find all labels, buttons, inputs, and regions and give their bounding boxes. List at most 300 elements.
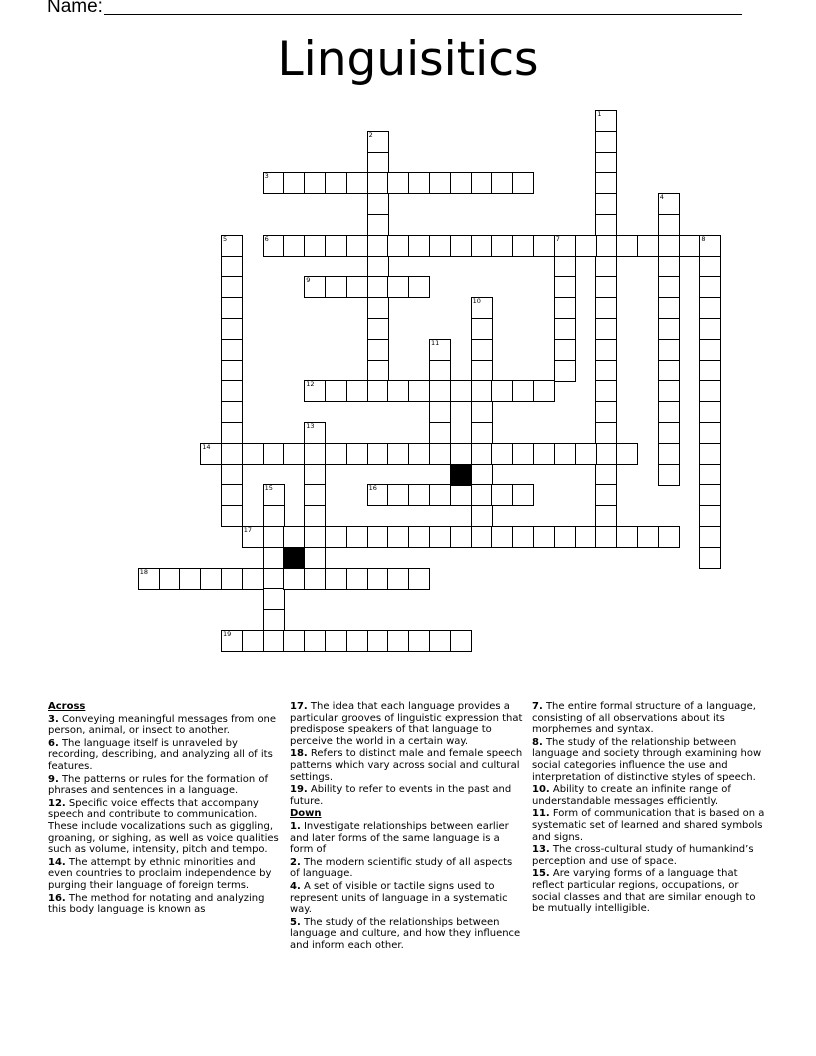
- grid-cell[interactable]: [554, 276, 576, 298]
- grid-cell[interactable]: [450, 380, 472, 402]
- clue-number-label: 1.: [290, 820, 301, 832]
- clue: [48, 857, 283, 892]
- grid-cell[interactable]: [283, 630, 305, 652]
- clue-text: The idea that each language provides a particular grooves of linguistic expression that predispose speakers of that language to perceive the world in a certain way.: [290, 701, 523, 747]
- grid-cell[interactable]: [304, 484, 326, 506]
- grid-cell[interactable]: [367, 297, 389, 319]
- clue-number-label: 17.: [290, 701, 308, 712]
- grid-cell[interactable]: [367, 214, 389, 236]
- grid-cell[interactable]: [699, 235, 721, 257]
- grid-cell[interactable]: [429, 484, 451, 506]
- grid-cell[interactable]: [450, 235, 472, 257]
- grid-cell[interactable]: [387, 172, 409, 194]
- grid-cell[interactable]: [387, 443, 409, 465]
- grid-cell[interactable]: [595, 422, 617, 444]
- grid-cell[interactable]: [408, 380, 430, 402]
- grid-cell[interactable]: [595, 360, 617, 382]
- clue-number: 6: [264, 234, 269, 243]
- grid-cell[interactable]: [159, 568, 181, 590]
- clue-number-label: 14.: [48, 856, 66, 868]
- grid-cell[interactable]: [283, 235, 305, 257]
- grid-cell[interactable]: [429, 401, 451, 423]
- grid-cell[interactable]: [491, 526, 513, 548]
- clue-number: 15: [264, 484, 273, 493]
- grid-cell[interactable]: [304, 380, 326, 402]
- grid-cell[interactable]: [699, 547, 721, 569]
- clue-number-label: 19.: [290, 784, 308, 796]
- grid-cell[interactable]: [408, 484, 430, 506]
- grid-cell[interactable]: [658, 526, 680, 548]
- grid-cell[interactable]: [263, 235, 285, 257]
- grid-cell[interactable]: [263, 526, 285, 548]
- grid-cell[interactable]: [450, 443, 472, 465]
- clue: [290, 917, 525, 952]
- grid-cell[interactable]: [512, 172, 534, 194]
- grid-cell[interactable]: [699, 276, 721, 298]
- grid-cell[interactable]: [242, 526, 264, 548]
- grid-cell[interactable]: [221, 380, 243, 402]
- clue-text: The study of the relationship between language and society through examining how social categories influence the use and interpretation of distinctive styles of speech.: [532, 736, 762, 783]
- grid-cell[interactable]: [304, 526, 326, 548]
- grid-cell[interactable]: [699, 484, 721, 506]
- grid-cell[interactable]: [471, 401, 493, 423]
- grid-cell[interactable]: [367, 235, 389, 257]
- grid-cell[interactable]: [699, 422, 721, 444]
- clue-number: 9: [306, 276, 311, 285]
- grid-cell[interactable]: [658, 422, 680, 444]
- grid-cell[interactable]: [304, 547, 326, 569]
- grid-cell[interactable]: [346, 443, 368, 465]
- grid-cell[interactable]: [491, 380, 513, 402]
- section-heading: Down: [290, 808, 322, 820]
- clue: [532, 737, 767, 783]
- grid-cell[interactable]: [658, 464, 680, 486]
- clue: [290, 881, 525, 916]
- grid-cell[interactable]: [595, 401, 617, 423]
- grid-cell[interactable]: [471, 464, 493, 486]
- clue-number-label: 2.: [290, 856, 301, 868]
- grid-cell[interactable]: [616, 235, 638, 257]
- grid-cell[interactable]: [471, 526, 493, 548]
- grid-cell[interactable]: [263, 588, 285, 610]
- grid-cell[interactable]: [304, 422, 326, 444]
- clue: [290, 701, 525, 747]
- grid-cell[interactable]: [491, 172, 513, 194]
- grid-cell[interactable]: [658, 256, 680, 278]
- clue: [532, 701, 767, 736]
- clue-number-label: 12.: [48, 797, 66, 809]
- clue-number-label: 6.: [48, 737, 59, 749]
- grid-cell[interactable]: [346, 526, 368, 548]
- grid-cell[interactable]: [387, 276, 409, 298]
- grid-cell[interactable]: [221, 256, 243, 278]
- clue-text: The patterns or rules for the formation of phrases and sentences in a language.: [48, 773, 268, 797]
- clue-number: 18: [139, 567, 149, 576]
- clue-number-label: 10.: [532, 784, 550, 796]
- grid-cell[interactable]: [304, 568, 326, 590]
- clue: [532, 784, 767, 807]
- clue-number-label: 5.: [290, 916, 301, 928]
- clue-text: The entire formal structure of a language, consisting of all observations about its morphemes and syntax.: [532, 701, 756, 736]
- grid-cell[interactable]: [408, 276, 430, 298]
- grid-cell[interactable]: [699, 256, 721, 278]
- clue-text: Specific voice effects that accompany speech and contribute to communication. These include vocalizations such as giggling, groaning, or sighing, as well as voice qualities such as volume, intensity, pitch and tempo.: [48, 797, 279, 856]
- grid-cell[interactable]: [325, 526, 347, 548]
- grid-cell[interactable]: [491, 443, 513, 465]
- grid-cell[interactable]: [283, 526, 305, 548]
- grid-cell[interactable]: [512, 235, 534, 257]
- grid-cell[interactable]: [699, 318, 721, 340]
- grid-cell[interactable]: [533, 380, 555, 402]
- grid-cell[interactable]: [263, 172, 285, 194]
- clue-number: 17: [243, 526, 253, 534]
- grid-cell[interactable]: [450, 630, 472, 652]
- puzzle-title: Linguisitics: [277, 32, 539, 87]
- grid-cell[interactable]: [367, 380, 389, 402]
- grid-cell[interactable]: [699, 297, 721, 319]
- grid-cell[interactable]: [699, 339, 721, 361]
- grid-cell[interactable]: [699, 360, 721, 382]
- clue: [48, 798, 283, 856]
- grid-cell[interactable]: [554, 256, 576, 278]
- grid-cell[interactable]: [699, 526, 721, 548]
- grid-cell[interactable]: [408, 630, 430, 652]
- grid-cell[interactable]: [221, 276, 243, 298]
- grid-cell[interactable]: [471, 172, 493, 194]
- grid-cell[interactable]: [471, 505, 493, 527]
- grid-cell[interactable]: [367, 568, 389, 590]
- grid-cell[interactable]: [387, 235, 409, 257]
- grid-cell[interactable]: [595, 131, 617, 153]
- grid-cell[interactable]: [699, 443, 721, 465]
- grid-cell[interactable]: [408, 526, 430, 548]
- clue-number-label: 15.: [532, 868, 550, 880]
- grid-cell[interactable]: [346, 380, 368, 402]
- grid-cell[interactable]: [595, 526, 617, 548]
- grid-cell[interactable]: [304, 443, 326, 465]
- grid-cell[interactable]: [471, 339, 493, 361]
- grid-cell[interactable]: [595, 318, 617, 340]
- grid-cell[interactable]: [221, 443, 243, 465]
- grid-cell[interactable]: [533, 235, 555, 257]
- grid-cell[interactable]: [575, 526, 597, 548]
- grid-cell[interactable]: [471, 235, 493, 257]
- grid-cell[interactable]: [221, 630, 243, 652]
- clue: [48, 774, 283, 797]
- grid-cell[interactable]: [491, 235, 513, 257]
- grid-cell[interactable]: [595, 339, 617, 361]
- grid-cell[interactable]: [367, 339, 389, 361]
- grid-cell[interactable]: [471, 422, 493, 444]
- grid-cell[interactable]: [595, 443, 617, 465]
- grid-cell[interactable]: [408, 235, 430, 257]
- clue-number-label: 7.: [532, 701, 543, 712]
- clue: [290, 821, 525, 856]
- grid-cell[interactable]: [367, 630, 389, 652]
- grid-cell[interactable]: [429, 380, 451, 402]
- grid-cell[interactable]: [658, 276, 680, 298]
- grid-cell[interactable]: [138, 568, 160, 590]
- grid-cell[interactable]: [367, 256, 389, 278]
- grid-cell[interactable]: [658, 297, 680, 319]
- grid-cell[interactable]: [658, 443, 680, 465]
- clue-text: The language itself is unraveled by recording, describing, and analyzing all of its features.: [48, 737, 273, 772]
- clue: [48, 714, 283, 737]
- grid-cell[interactable]: [616, 443, 638, 465]
- grid-cell[interactable]: [304, 235, 326, 257]
- clue-number: 14: [202, 442, 211, 451]
- grid-cell[interactable]: [221, 484, 243, 506]
- grid-cell[interactable]: [200, 568, 222, 590]
- clue-number-label: 3.: [48, 713, 59, 725]
- clue: [532, 844, 767, 867]
- grid-cell[interactable]: [367, 193, 389, 215]
- grid-cell[interactable]: [263, 630, 285, 652]
- clue-number: 13: [306, 422, 315, 430]
- grid-cell[interactable]: [221, 297, 243, 319]
- black-square: [283, 547, 305, 569]
- clue: [290, 748, 525, 783]
- grid-cell[interactable]: [367, 443, 389, 465]
- grid-cell[interactable]: [595, 214, 617, 236]
- grid-cell[interactable]: [263, 568, 285, 590]
- grid-cell[interactable]: [658, 235, 680, 257]
- grid-cell[interactable]: [554, 339, 576, 361]
- grid-cell[interactable]: [471, 297, 493, 319]
- grid-cell[interactable]: [367, 152, 389, 174]
- grid-cell[interactable]: [304, 464, 326, 486]
- grid-cell[interactable]: [471, 380, 493, 402]
- grid-cell[interactable]: [471, 318, 493, 340]
- grid-cell[interactable]: [512, 484, 534, 506]
- grid-cell[interactable]: [263, 505, 285, 527]
- grid-cell[interactable]: [408, 568, 430, 590]
- clue-number: 10: [472, 297, 481, 306]
- grid-cell[interactable]: [346, 630, 368, 652]
- clue-text: Form of communication that is based on a systematic set of learned and shared symbols and signs.: [532, 808, 765, 843]
- grid-cell[interactable]: [595, 505, 617, 527]
- grid-cell[interactable]: [554, 318, 576, 340]
- grid-cell[interactable]: [450, 484, 472, 506]
- clue: [532, 808, 767, 843]
- grid-cell[interactable]: [533, 443, 555, 465]
- grid-cell[interactable]: [595, 276, 617, 298]
- clue-number: 8: [701, 234, 706, 243]
- clue-text: Ability to create an infinite range of understandable messages efficiently.: [532, 784, 731, 807]
- grid-cell[interactable]: [367, 172, 389, 194]
- clue-number-label: 13.: [532, 844, 550, 856]
- grid-cell[interactable]: [221, 422, 243, 444]
- grid-cell[interactable]: [304, 630, 326, 652]
- grid-cell[interactable]: [637, 235, 659, 257]
- clue: [290, 784, 525, 807]
- grid-cell[interactable]: [616, 526, 638, 548]
- grid-cell[interactable]: [699, 401, 721, 423]
- grid-cell[interactable]: [658, 214, 680, 236]
- grid-cell[interactable]: [554, 360, 576, 382]
- clue-number: 4: [659, 193, 664, 202]
- clue-text: The modern scientific study of all aspects of language.: [290, 856, 513, 880]
- clue-text: Ability to refer to events in the past and future.: [290, 784, 512, 807]
- grid-cell[interactable]: [221, 318, 243, 340]
- grid-cell[interactable]: [304, 505, 326, 527]
- clue-text: The attempt by ethnic minorities and even countries to proclaim independence by purging their language of foreign terms.: [48, 856, 272, 891]
- grid-cell[interactable]: [429, 172, 451, 194]
- grid-cell[interactable]: [387, 568, 409, 590]
- grid-cell[interactable]: [554, 526, 576, 548]
- grid-cell[interactable]: [242, 443, 264, 465]
- clue-number-label: 16.: [48, 892, 66, 904]
- grid-cell[interactable]: [221, 360, 243, 382]
- grid-cell[interactable]: [325, 630, 347, 652]
- grid-cell[interactable]: [471, 484, 493, 506]
- grid-cell[interactable]: [283, 172, 305, 194]
- grid-cell[interactable]: [658, 339, 680, 361]
- grid-cell[interactable]: [367, 360, 389, 382]
- grid-cell[interactable]: [325, 568, 347, 590]
- grid-cell[interactable]: [325, 276, 347, 298]
- grid-cell[interactable]: [263, 609, 285, 631]
- grid-cell[interactable]: [346, 235, 368, 257]
- grid-cell[interactable]: [387, 380, 409, 402]
- clue-text: The method for notating and analyzing this body language is known as: [48, 892, 265, 916]
- grid-cell[interactable]: [658, 360, 680, 382]
- grid-cell[interactable]: [387, 526, 409, 548]
- grid-cell[interactable]: [325, 443, 347, 465]
- clue-column-2: [290, 701, 525, 952]
- grid-cell[interactable]: [699, 380, 721, 402]
- grid-cell[interactable]: [346, 568, 368, 590]
- grid-cell[interactable]: [595, 464, 617, 486]
- grid-cell[interactable]: [595, 235, 617, 257]
- grid-cell[interactable]: [367, 276, 389, 298]
- grid-cell[interactable]: [387, 630, 409, 652]
- clue-number-label: 11.: [532, 808, 550, 820]
- grid-cell[interactable]: [512, 380, 534, 402]
- grid-cell[interactable]: [304, 172, 326, 194]
- grid-cell[interactable]: [429, 422, 451, 444]
- grid-cell[interactable]: [595, 110, 617, 132]
- grid-cell[interactable]: [491, 484, 513, 506]
- grid-cell[interactable]: [408, 443, 430, 465]
- grid-cell[interactable]: [325, 380, 347, 402]
- grid-cell[interactable]: [346, 276, 368, 298]
- grid-cell[interactable]: [283, 568, 305, 590]
- grid-cell[interactable]: [242, 630, 264, 652]
- grid-cell[interactable]: [595, 193, 617, 215]
- grid-cell[interactable]: [699, 505, 721, 527]
- clue: [48, 738, 283, 773]
- clue-number: 2: [368, 130, 373, 139]
- clue-text: The cross-cultural study of humankind’s perception and use of space.: [532, 844, 754, 867]
- clue-number: 7: [555, 234, 560, 243]
- clue-number: 3: [264, 172, 269, 181]
- clue-text: The study of the relationships between language and culture, and how they influence and inform each other.: [290, 916, 521, 951]
- grid-cell[interactable]: [679, 235, 701, 257]
- grid-cell[interactable]: [367, 526, 389, 548]
- clue-column-3: [532, 701, 767, 916]
- grid-cell[interactable]: [429, 526, 451, 548]
- grid-cell[interactable]: [471, 360, 493, 382]
- grid-cell[interactable]: [575, 443, 597, 465]
- clue-number-label: 4.: [290, 880, 301, 892]
- grid-cell[interactable]: [595, 380, 617, 402]
- grid-cell[interactable]: [221, 505, 243, 527]
- grid-cell[interactable]: [429, 630, 451, 652]
- grid-cell[interactable]: [595, 152, 617, 174]
- clue: [532, 868, 767, 914]
- grid-cell[interactable]: [179, 568, 201, 590]
- grid-cell[interactable]: [471, 443, 493, 465]
- clue: [290, 857, 525, 880]
- grid-cell[interactable]: [429, 443, 451, 465]
- clue: [48, 893, 283, 916]
- grid-cell[interactable]: [450, 526, 472, 548]
- grid-cell[interactable]: [429, 235, 451, 257]
- grid-cell[interactable]: [533, 526, 555, 548]
- grid-cell[interactable]: [699, 464, 721, 486]
- grid-cell[interactable]: [221, 568, 243, 590]
- grid-cell[interactable]: [221, 401, 243, 423]
- clue-text: Refers to distinct male and female speech patterns which vary across social and cultural settings.: [290, 748, 523, 783]
- grid-cell[interactable]: [221, 339, 243, 361]
- grid-cell[interactable]: [658, 401, 680, 423]
- grid-cell[interactable]: [221, 464, 243, 486]
- grid-cell[interactable]: [554, 235, 576, 257]
- grid-cell[interactable]: [221, 235, 243, 257]
- grid-cell[interactable]: [450, 172, 472, 194]
- clue-number-label: 9.: [48, 773, 59, 785]
- grid-cell[interactable]: [575, 235, 597, 257]
- grid-cell[interactable]: [263, 443, 285, 465]
- grid-cell[interactable]: [242, 568, 264, 590]
- grid-cell[interactable]: [429, 339, 451, 361]
- clue-number: 12: [306, 380, 315, 389]
- grid-cell[interactable]: [325, 235, 347, 257]
- grid-cell[interactable]: [554, 443, 576, 465]
- grid-cell[interactable]: [325, 172, 347, 194]
- grid-cell[interactable]: [658, 193, 680, 215]
- grid-cell[interactable]: [595, 297, 617, 319]
- grid-cell[interactable]: [367, 484, 389, 506]
- clue-number-label: 8.: [532, 736, 543, 748]
- grid-cell[interactable]: [200, 443, 222, 465]
- grid-cell[interactable]: [263, 484, 285, 506]
- grid-cell[interactable]: [658, 380, 680, 402]
- grid-cell[interactable]: [387, 484, 409, 506]
- black-square: [450, 464, 472, 486]
- grid-cell[interactable]: [346, 172, 368, 194]
- grid-cell[interactable]: [595, 484, 617, 506]
- grid-cell[interactable]: [367, 318, 389, 340]
- clue-text: Conveying meaningful messages from one person, animal, or insect to another.: [48, 713, 277, 737]
- grid-cell[interactable]: [367, 131, 389, 153]
- clue-text: Are varying forms of a language that reflect particular regions, occupations, or social classes and that are similar enough to be mutually intelligible.: [532, 868, 756, 915]
- grid-cell[interactable]: [429, 360, 451, 382]
- grid-cell[interactable]: [554, 297, 576, 319]
- grid-cell[interactable]: [512, 443, 534, 465]
- name-label: Name:: [47, 0, 103, 17]
- grid-cell[interactable]: [283, 443, 305, 465]
- grid-cell[interactable]: [637, 526, 659, 548]
- grid-cell[interactable]: [595, 256, 617, 278]
- grid-cell[interactable]: [408, 172, 430, 194]
- grid-cell[interactable]: [658, 318, 680, 340]
- grid-cell[interactable]: [263, 547, 285, 569]
- grid-cell[interactable]: [595, 172, 617, 194]
- grid-cell[interactable]: [512, 526, 534, 548]
- grid-cell[interactable]: [304, 276, 326, 298]
